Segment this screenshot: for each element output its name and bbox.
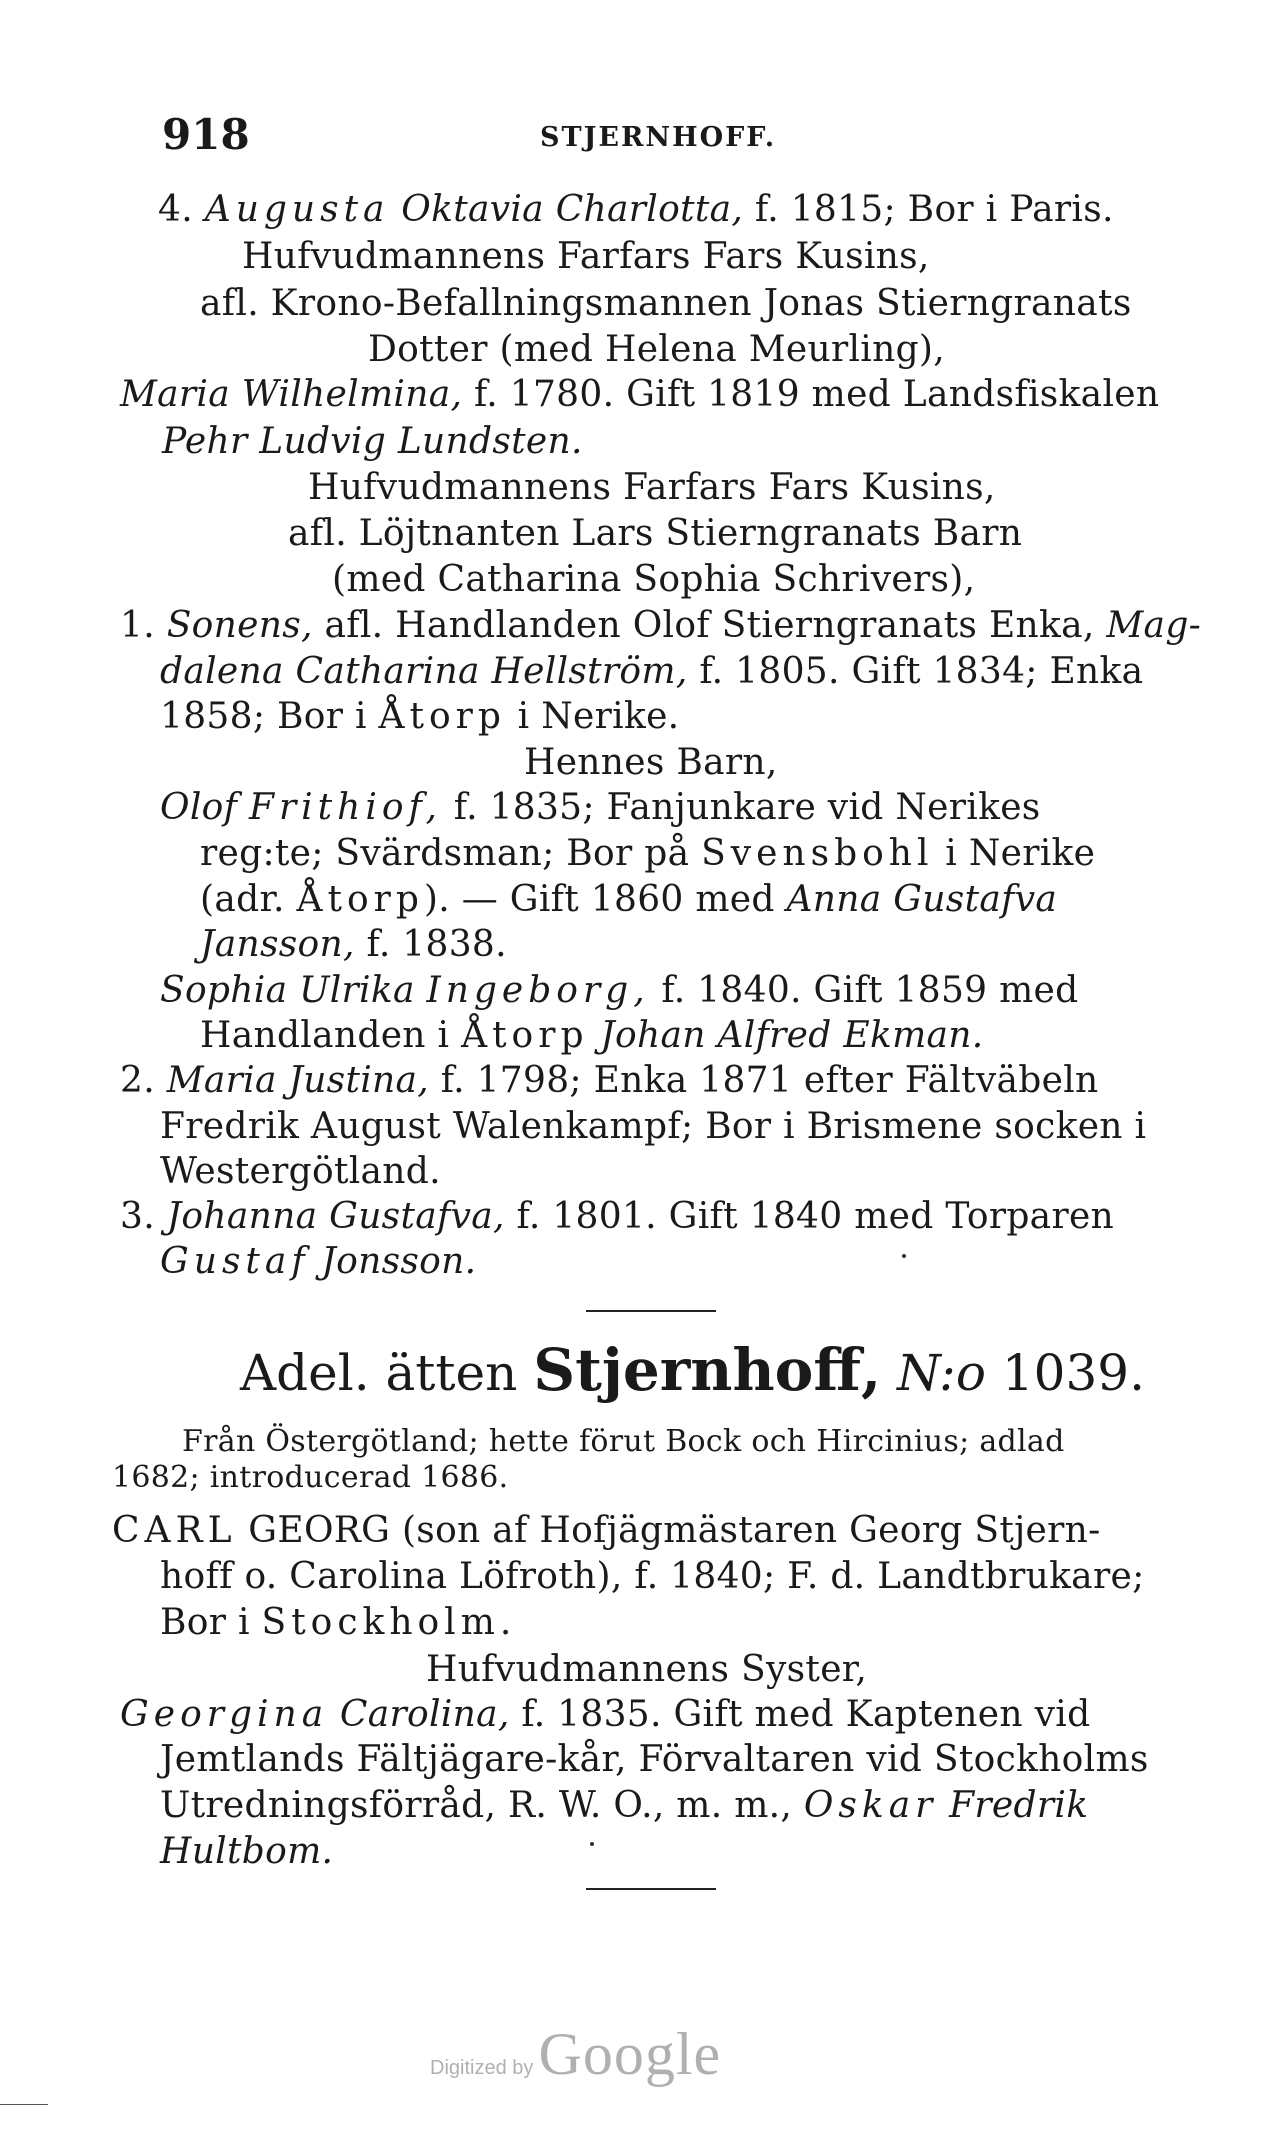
ink-dot (590, 1842, 594, 1846)
text-line: Pehr Ludvig Lundsten. (162, 421, 583, 462)
text-line: Sophia Ulrika Ingeborg, f. 1840. Gift 1859 med (160, 970, 1079, 1011)
running-title: STJERNHOFF. (540, 122, 777, 153)
text-line: 2. Maria Justina, f. 1798; Enka 1871 efter Fältväbeln (120, 1060, 1099, 1101)
text-line: Fredrik August Walenkampf; Bor i Brismene socken i (160, 1106, 1147, 1147)
text-line: Handlanden i Åtorp Johan Alfred Ekman. (200, 1015, 984, 1056)
entry-line: hoff o. Carolina Löfroth), f. 1840; F. d. Landtbrukare; (160, 1556, 1145, 1597)
text-line: Olof Frithiof, f. 1835; Fanjunkare vid Nerikes (160, 787, 1041, 828)
entry-line: CARL GEORG (son af Hofjägmästaren Georg Stjern- (112, 1510, 1101, 1551)
text-line: Hufvudmannens Farfars Fars Kusins, (242, 236, 930, 277)
text-line: Jansson, f. 1838. (200, 924, 507, 965)
entry-line: Jemtlands Fältjägare-kår, Förvaltaren vid Stockholms (160, 1739, 1149, 1780)
text-line: Hennes Barn, (524, 742, 778, 783)
digitized-label: Digitized by (430, 2057, 534, 2079)
text-line: reg:te; Svärdsman; Bor på Svensbohl i Nerike (200, 833, 1096, 874)
text-line: 4. Augusta Oktavia Charlotta, f. 1815; Bor i Paris. (158, 189, 1114, 230)
ink-dot (902, 1254, 906, 1258)
entry-line: Bor i Stockholm. (160, 1602, 517, 1643)
end-divider (586, 1888, 716, 1890)
text-line: Dotter (med Helena Meurling), (368, 329, 946, 370)
text-line: Hufvudmannens Farfars Fars Kusins, (308, 467, 996, 508)
text-line: Maria Wilhelmina, f. 1780. Gift 1819 med Landsfiskalen (120, 374, 1160, 415)
section-divider (586, 1310, 716, 1312)
entry-line: Georgina Carolina, f. 1835. Gift med Kaptenen vid (120, 1694, 1091, 1735)
section-intro-line: 1682; introducerad 1686. (112, 1460, 509, 1495)
family-name: Stjernhoff, (533, 1336, 882, 1404)
text-line: 3. Johanna Gustafva, f. 1801. Gift 1840 med Torparen (120, 1196, 1115, 1237)
text-line: 1. Sonens, afl. Handlanden Olof Stierngranats Enka, Mag- (120, 605, 1202, 646)
text-line: Gustaf Jonsson. (160, 1241, 477, 1282)
entry-line: Utredningsförråd, R. W. O., m. m., Oskar Fredrik (160, 1785, 1089, 1826)
section-intro-line: Från Östergötland; hette förut Bock och Hircinius; adlad (182, 1424, 1065, 1459)
family-number: 1039. (1001, 1344, 1146, 1402)
text-line: 1858; Bor i Åtorp i Nerike. (160, 696, 680, 737)
google-logo: Google (538, 2021, 722, 2087)
text-line: afl. Krono-Befallningsmannen Jonas Stierngranats (200, 283, 1132, 324)
title-prefix: Adel. ätten (240, 1344, 518, 1402)
entry-line: Hultbom. (160, 1831, 334, 1872)
text-line: (adr. Åtorp). — Gift 1860 med Anna Gustafva (200, 879, 1058, 920)
scan-edge-mark (0, 2104, 48, 2105)
section-title (240, 1338, 1145, 1405)
text-line: Westergötland. (160, 1151, 441, 1192)
digitized-watermark (430, 2020, 721, 2089)
text-line: afl. Löjtnanten Lars Stierngranats Barn (288, 513, 1023, 554)
number-label: N:o (897, 1344, 986, 1402)
text-line: dalena Catharina Hellström, f. 1805. Gift 1834; Enka (160, 651, 1144, 692)
text-line: (med Catharina Sophia Schrivers), (332, 559, 976, 600)
entry-line: Hufvudmannens Syster, (426, 1649, 868, 1690)
page-number: 918 (162, 110, 250, 159)
